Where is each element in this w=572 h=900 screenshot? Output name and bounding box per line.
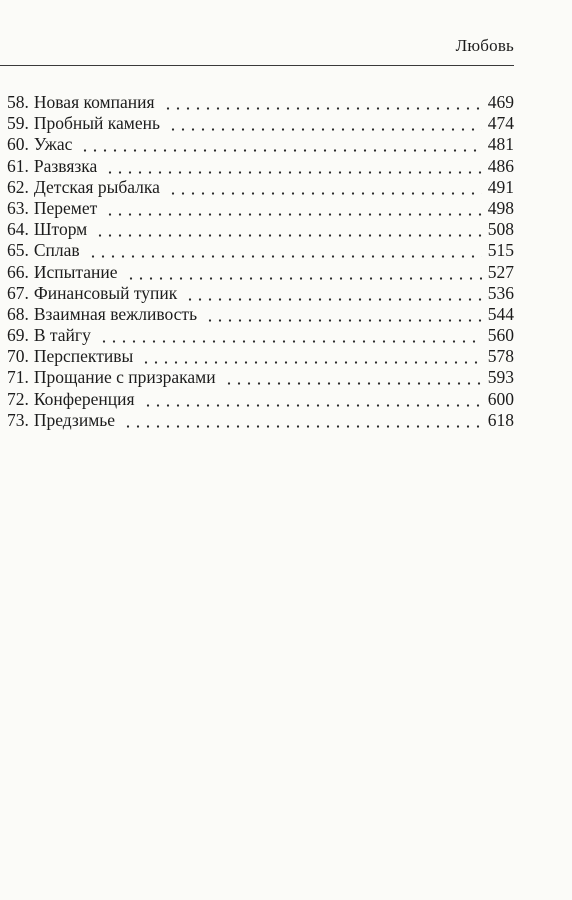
toc-entry-number: 62.	[7, 176, 29, 197]
toc-entry-number: 65.	[7, 240, 29, 261]
toc-dot-leader	[168, 113, 482, 134]
toc-entry-title: Шторм	[33, 219, 88, 240]
toc-entry	[7, 240, 514, 261]
toc-entry	[7, 219, 514, 240]
toc-entry	[7, 304, 514, 325]
toc-dot-leader	[123, 410, 482, 431]
toc-dot-leader	[105, 156, 481, 177]
toc-entry-title: В тайгу	[33, 325, 91, 346]
toc-dot-leader	[105, 198, 481, 219]
toc-entry-title: Сплав	[33, 240, 80, 261]
toc-entry-page-number: 560	[487, 325, 514, 346]
toc-entry-number: 70.	[7, 346, 29, 367]
toc-entry-title: Финансовый тупик	[33, 282, 178, 303]
toc-entry-number: 71.	[7, 367, 29, 388]
toc-entry-number: 68.	[7, 303, 29, 324]
toc-entry-title: Перемет	[33, 197, 98, 218]
toc-entry-title: Развязка	[33, 155, 98, 176]
toc-entry-title: Конференция	[33, 388, 135, 409]
toc-entry-title: Ужас	[33, 134, 73, 155]
toc-dot-leader	[205, 304, 482, 325]
toc-entry-page-number: 618	[487, 409, 514, 430]
running-head-title: Любовь	[455, 36, 514, 55]
toc-entry-number: 64.	[7, 219, 29, 240]
toc-entry-number: 63.	[7, 197, 29, 218]
toc-entry-title: Взаимная вежливость	[33, 303, 198, 324]
header-rule	[0, 65, 514, 66]
toc-entry-page-number: 486	[487, 155, 514, 176]
toc-entry	[7, 325, 514, 346]
toc-entry-title: Детская рыбалка	[33, 176, 160, 197]
toc-entry-number: 67.	[7, 282, 29, 303]
toc-entry	[7, 410, 514, 431]
toc-entry-page-number: 508	[487, 219, 514, 240]
toc-entry-page-number: 491	[487, 176, 514, 197]
toc-entry	[7, 177, 514, 198]
toc-entry-page-number: 527	[487, 261, 514, 282]
toc-entry-number: 73.	[7, 409, 29, 430]
toc-entry	[7, 198, 514, 219]
toc-entry	[7, 367, 514, 388]
toc-entry	[7, 346, 514, 367]
toc-dot-leader	[185, 283, 482, 304]
toc-entry	[7, 283, 514, 304]
toc-dot-leader	[99, 325, 482, 346]
toc-entry-title: Предзимье	[33, 409, 116, 430]
toc-entry-page-number: 544	[487, 303, 514, 324]
toc-entry-page-number: 515	[487, 240, 514, 261]
toc-dot-leader	[168, 177, 482, 198]
toc-entry-number: 69.	[7, 325, 29, 346]
toc-entry-title: Испытание	[33, 261, 118, 282]
toc-entry-page-number: 536	[487, 282, 514, 303]
toc-entry-number: 58.	[7, 92, 29, 112]
toc-entry-page-number: 600	[487, 388, 514, 409]
toc-entry-page-number: 474	[487, 113, 514, 134]
toc-entry-page-number: 498	[487, 197, 514, 218]
toc-entry-page-number: 481	[487, 134, 514, 155]
toc-dot-leader	[163, 92, 482, 113]
toc-entry	[7, 134, 514, 155]
toc-entry-number: 66.	[7, 261, 29, 282]
toc-entry	[7, 262, 514, 283]
toc-entry-number: 59.	[7, 113, 29, 134]
toc-dot-leader	[88, 240, 482, 261]
toc-entry-number: 72.	[7, 388, 29, 409]
toc-entry	[7, 113, 514, 134]
toc-dot-leader	[80, 134, 481, 155]
toc-dot-leader	[126, 262, 482, 283]
toc-entry-page-number: 593	[487, 367, 514, 388]
table-of-contents	[7, 92, 514, 431]
toc-entry-page-number: 469	[487, 92, 514, 112]
toc-dot-leader	[143, 389, 482, 410]
toc-entry	[7, 389, 514, 410]
toc-entry-number: 61.	[7, 155, 29, 176]
toc-entry	[7, 156, 514, 177]
toc-entry	[7, 92, 514, 113]
toc-dot-leader	[141, 346, 482, 367]
toc-entry-title: Пробный камень	[33, 113, 160, 134]
toc-dot-leader	[95, 219, 481, 240]
toc-entry-number: 60.	[7, 134, 29, 155]
toc-entry-title: Новая компания	[33, 92, 155, 112]
toc-dot-leader	[224, 367, 482, 388]
toc-entry-title: Прощание с призраками	[33, 367, 216, 388]
toc-entry-page-number: 578	[487, 346, 514, 367]
toc-entry-title: Перспективы	[33, 346, 134, 367]
